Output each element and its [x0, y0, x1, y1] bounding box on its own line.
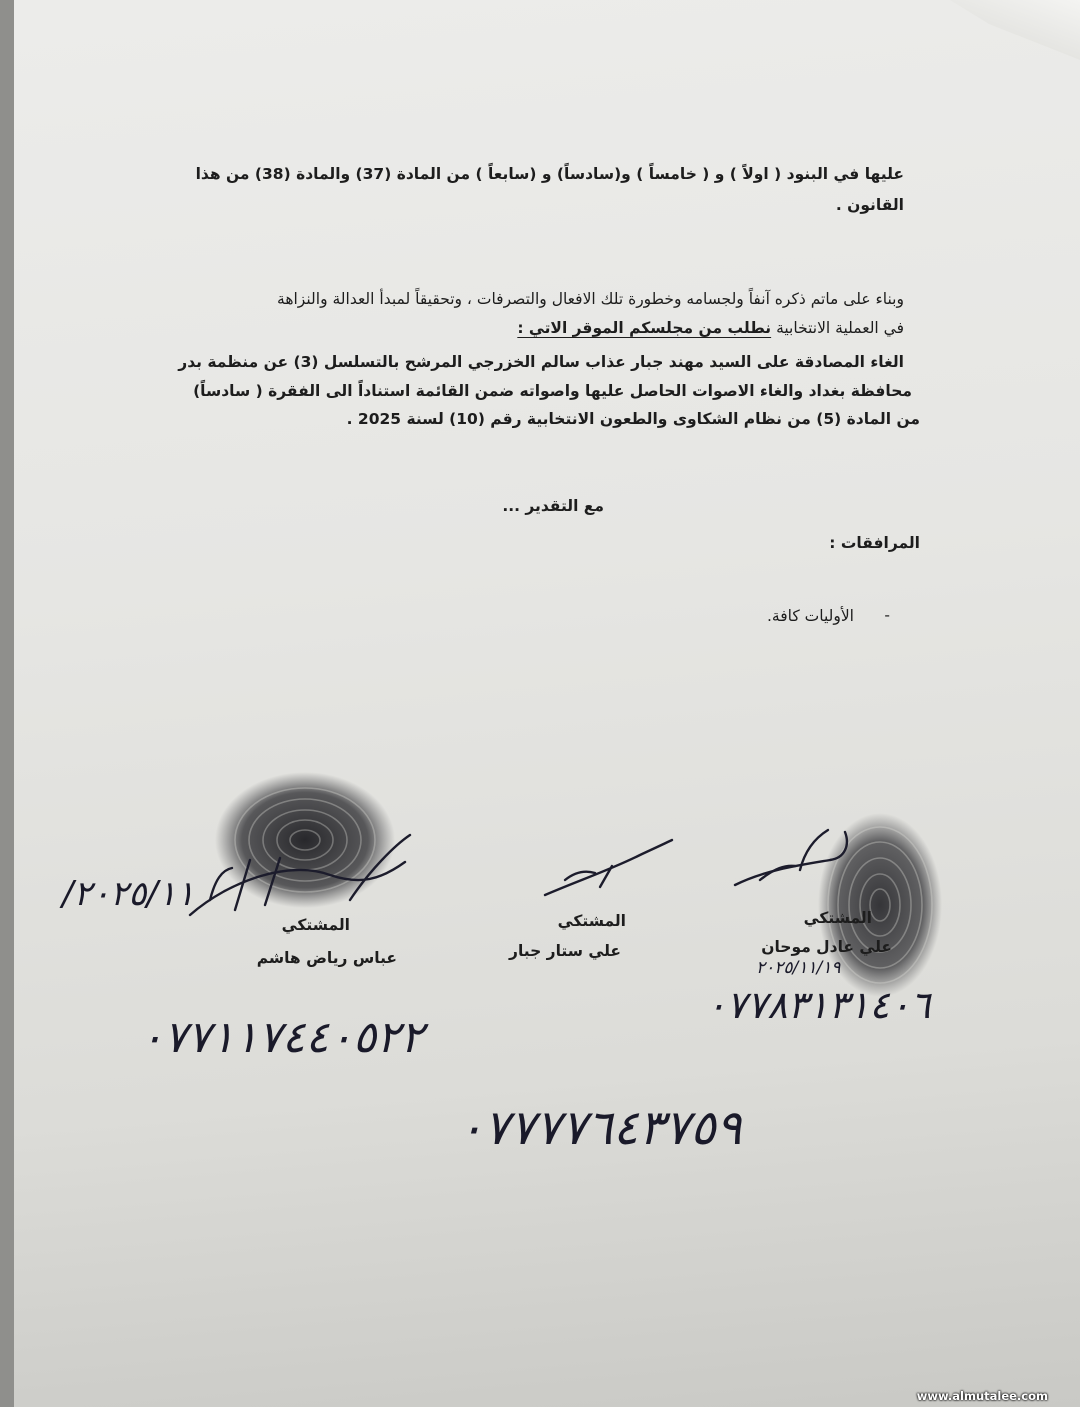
- attachment-item: الأوليات كافة.: [766, 607, 854, 625]
- complainant-name-1: عباس رياض هاشم: [256, 949, 397, 967]
- para3-line1: الغاء المصادقة على السيد مهند جبار عذاب سالم الخزرجي المرشح بالتسلسل (3) عن منظمة بدر: [178, 353, 904, 371]
- para1-line1: عليها في البنود ( اولاً ) و ( خامساً ) و(سادساً) و (سابعاً ) من المادة (37) والمادة (38) من هذا: [195, 165, 904, 183]
- closing-text: مع التقدير ...: [502, 497, 604, 515]
- para3-line2: محافظة بغداد والغاء الاصوات الحاصل عليها واصواته ضمن القائمة استناداً الى الفقرة ( سادساً): [193, 382, 912, 400]
- signature-middle-icon: [545, 840, 672, 895]
- attachment-bullet: -: [884, 606, 890, 624]
- para3-line3: من المادة (5) من نظام الشكاوى والطعون الانتخابية رقم (10) لسنة 2025 .: [346, 410, 920, 428]
- handwritten-phone-2: ٠٧٧٧٧٦٤٣٧٥٩: [458, 1100, 742, 1156]
- complainant-title-2: المشتكي: [557, 912, 626, 930]
- handwritten-phone-1: ٠٧٧١١٧٤٤٠٥٢٢: [140, 1012, 424, 1063]
- attachments-title: المرافقات :: [829, 534, 920, 552]
- complainant-title-1: المشتكي: [281, 916, 350, 934]
- handwritten-phone-3: ٠٧٧٨٣١٣١٤٠٦: [706, 983, 931, 1027]
- complainant-name-2: علي ستار جبار: [509, 942, 621, 960]
- handwritten-date-right: ٢٠٢٥/١١/١٩: [756, 958, 841, 978]
- watermark: www.almutalee.com: [916, 1389, 1048, 1403]
- para2-line2-intro: في العملية الانتخابية: [776, 319, 904, 337]
- para2-line1: وبناء على ماتم ذكره آنفاً ولجسامه وخطورة تلك الافعال والتصرفات ، وتحقيقاً لمبدأ العدالة والنزاهة: [277, 290, 904, 308]
- para1-line2: القانون .: [835, 196, 904, 214]
- complainant-title-3: المشتكي: [803, 909, 872, 927]
- complainant-name-3: علي عادل موحان: [761, 938, 892, 956]
- request-phrase: نطلب من مجلسكم الموقر الاتي :: [517, 319, 772, 337]
- handwritten-date-left: ٢٠٢٥/١١/: [62, 874, 195, 914]
